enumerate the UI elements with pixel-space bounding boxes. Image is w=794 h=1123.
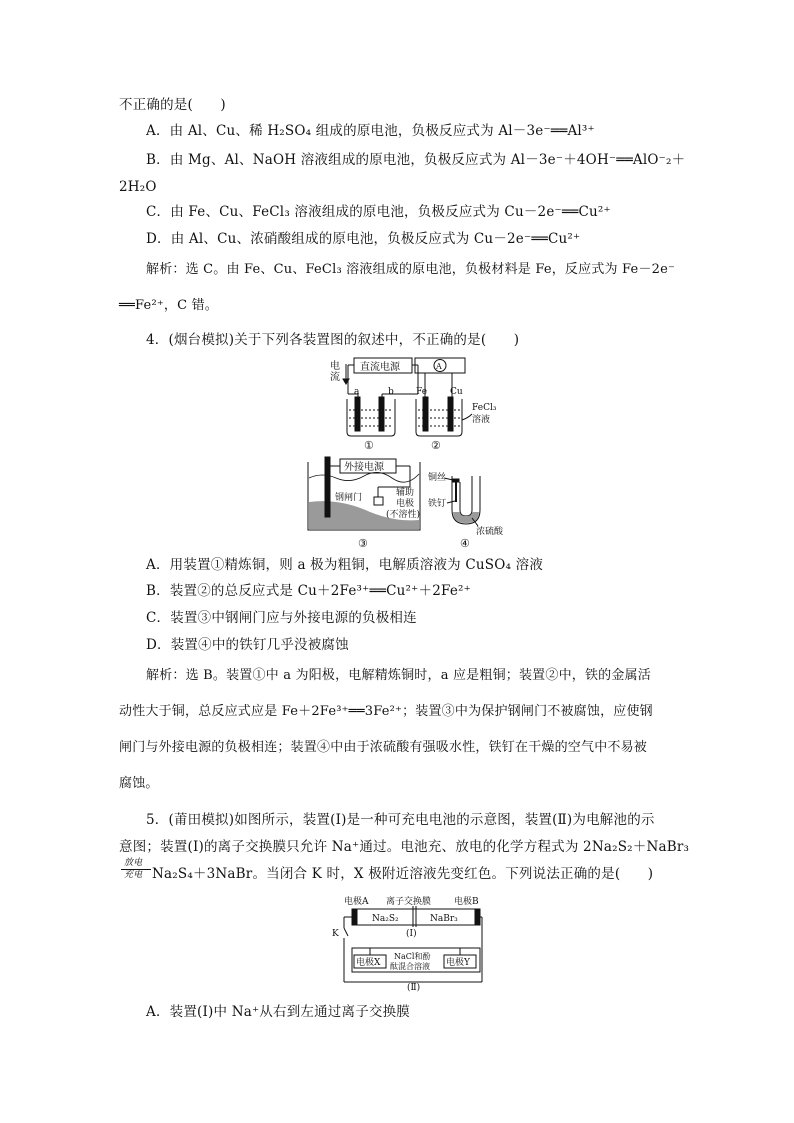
electrode-a-label: a [354,387,360,397]
q4-figure [300,352,540,552]
electrode-y-label: 电极Y [446,958,470,968]
q4-explanation-line4: 腐蚀。 [119,776,159,791]
q3-option-a: A．由 Al、Cu、稀 H₂SO₄ 组成的原电池，负极反应式为 Al－3e⁻══Al³⁺ [146,123,595,139]
label-device-4: ④ [460,537,470,550]
na2s2-label: Na₂S₂ [372,914,399,924]
label-device-3: ③ [358,537,368,550]
switch-k-label: K [332,929,339,939]
switch-k [344,928,348,936]
reaction-arrow-bottom-label: 充电 [124,870,143,880]
electrode-b-label: 电极B [454,897,479,907]
stopper [453,479,459,482]
aux-label-1: 辅助 [396,488,415,498]
dc-power-label: 直流电源 [360,362,400,373]
device-i-label: (Ⅰ) [406,929,417,939]
electrode-x-label: 电极X [356,958,381,968]
iron-nail-label: 铁钉 [428,499,447,509]
q5-stem-line1: 5．(莆田模拟)如图所示，装置(Ⅰ)是一种可充电电池的示意图，装置(Ⅱ)为电解池的示 [146,812,655,828]
q4-explanation-line1: 解析：选 B。装置①中 a 为阳极，电解精炼铜时，a 应是粗铜；装置②中，铁的金属活 [146,668,651,683]
nabr3-label: NaBr₃ [430,914,458,924]
conc-acid-label: 浓硫酸 [476,527,504,537]
q4-stem: 4．(烟台模拟)关于下列各装置图的叙述中，不正确的是( ) [146,332,520,348]
nacl-label-1: NaCl和酚 [394,952,431,961]
cu-label: Cu [450,387,463,397]
auxiliary-electrode [374,497,383,505]
aux-label-2: 电极 [396,499,415,509]
solution-label: 溶液 [472,415,491,425]
q4-option-d: D．装置④中的铁钉几乎没被腐蚀 [146,637,349,653]
membrane-label: 离子交换膜 [386,897,432,907]
q3-option-b-line1: B．由 Mg、Al、NaOH 溶液组成的原电池，负极反应式为 Al－3e⁻＋4OH⁻══AlO⁻₂＋ [146,152,686,168]
q3-option-b-line2: 2H₂O [119,179,157,195]
q3-explanation-line2: ══Fe²⁺，C 错。 [119,298,219,313]
q3-option-c: C．由 Fe、Cu、FeCl₃ 溶液组成的原电池，负极反应式为 Cu－2e⁻══Cu²⁺ [146,204,611,220]
label-device-2: ② [431,439,441,452]
q3-explanation-line1: 解析：选 C。由 Fe、Cu、FeCl₃ 溶液组成的原电池，负极材料是 Fe，反应式为 Fe－2e⁻ [146,262,676,277]
q5-option-a: A．装置(Ⅰ)中 Na⁺从右到左通过离子交换膜 [146,1004,410,1020]
aux-label-3: (不溶性) [386,510,421,520]
device-3 [308,457,420,550]
external-power-label: 外接电源 [344,462,384,473]
q4-explanation-line2: 动性大于铜，总反应式应是 Fe＋2Fe³⁺══3Fe²⁺；装置③中为保护钢闸门不被腐蚀，应使钢 [119,704,653,719]
q4-option-c: C．装置③中钢闸门应与外接电源的负极相连 [146,610,417,626]
q5-stem-line2: 意图；装置(Ⅰ)的离子交换膜只允许 Na⁺通过。电池充、放电的化学方程式为 2Na₂S₂＋NaBr₃ [119,839,690,855]
ammeter-label: A [436,362,442,371]
device-ii-label: (Ⅱ) [407,983,421,992]
fe-label: Fe [416,387,428,397]
current-label-2: 流 [330,372,340,383]
device-4 [428,471,504,550]
q3-stem-tail: 不正确的是( ) [119,97,226,113]
electrode-b [475,909,480,925]
electrode-a [352,909,357,925]
q4-explanation-line3: 闸门与外接电源的负极相连；装置④中由于浓硫酸有强吸水性，铁钉在干燥的空气中不易被 [119,740,648,755]
reaction-arrow-top-label: 放电 [124,858,143,868]
q4-option-b: B．装置②的总反应式是 Cu＋2Fe³⁺══Cu²⁺＋2Fe²⁺ [146,583,471,599]
copper-wire-label: 铜丝 [428,473,447,483]
label-device-1: ① [364,439,374,452]
q5-stem-line3: Na₂S₄＋3NaBr。当闭合 K 时，X 极附近溶液先变红色。下列说法正确的是( ) [152,866,654,882]
fecl3-label: FeCl₃ [472,403,497,413]
device-1 [330,358,418,452]
q3-option-d: D．由 Al、Cu、浓硝酸组成的原电池，负极反应式为 Cu－2e⁻══Cu²⁺ [146,231,581,247]
electrode-a-label: 电极A [344,897,369,907]
q4-option-a: A．用装置①精炼铜，则 a 极为粗铜，电解质溶液为 CuSO₄ 溶液 [146,557,544,573]
current-label-1: 电 [330,361,340,372]
nacl-label-2: 酞混合溶液 [390,962,430,971]
device-2 [415,358,497,452]
q5-figure [330,892,500,992]
electrode-b-label: b [388,387,394,397]
gate-label: 钢闸门 [335,493,363,503]
